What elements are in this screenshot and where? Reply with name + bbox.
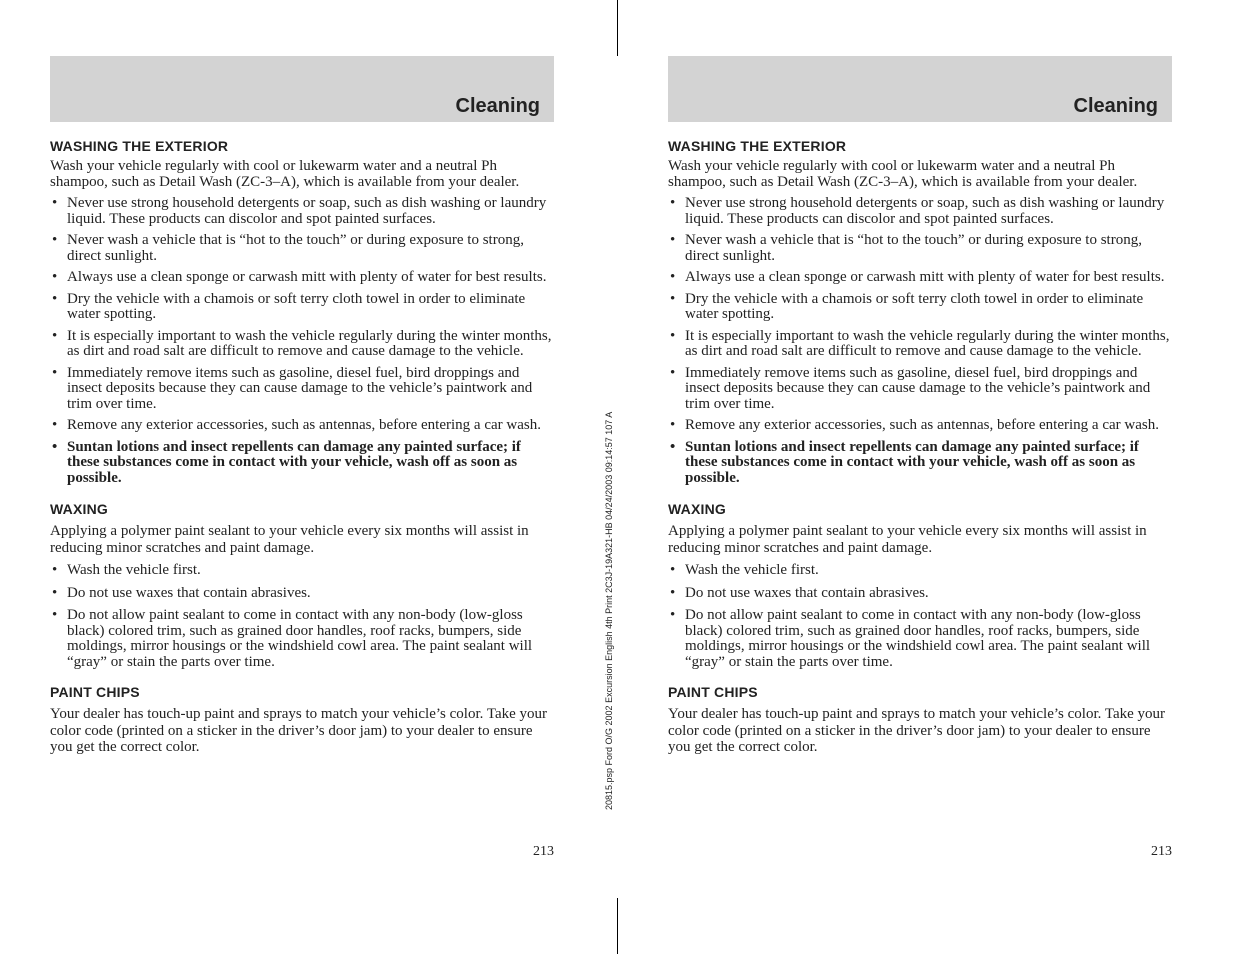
- washing-list: [50, 196, 554, 486]
- list-item: • Immediately remove items such as gasoline, diesel fuel, bird droppings and insect deposits because they can cause damage to the vehicle’s paintwork and trim over time.: [50, 366, 554, 413]
- list-item: • Do not use waxes that contain abrasives.: [668, 586, 1172, 602]
- section-title: Cleaning: [1073, 95, 1158, 117]
- list-item: • Remove any exterior accessories, such as antennas, before entering a car wash.: [668, 418, 1172, 434]
- list-item: • Do not use waxes that contain abrasives.: [50, 586, 554, 602]
- list-item: • Immediately remove items such as gasoline, diesel fuel, bird droppings and insect deposits because they can cause damage to the vehicle’s paintwork and trim over time.: [668, 366, 1172, 413]
- page-number: 213: [533, 844, 554, 859]
- paint-chips-text: Your dealer has touch-up paint and sprays to match your vehicle’s color. Take your color code (printed on a sticker in the driver’s door jam) to your dealer to ensure you get the correct color.: [50, 706, 548, 755]
- list-item: • Wash the vehicle first.: [50, 563, 554, 579]
- page-left: [50, 56, 554, 859]
- crop-mark-bottom: [617, 898, 618, 954]
- washing-list: [668, 196, 1172, 486]
- list-item: • Never use strong household detergents or soap, such as dish washing or laundry liquid. These products can discolor and spot painted surfaces.: [50, 196, 554, 227]
- list-item: • It is especially important to wash the vehicle regularly during the winter months, as dirt and road salt are difficult to remove and cause damage to the vehicle.: [50, 329, 554, 360]
- list-item: • Do not allow paint sealant to come in contact with any non-body (low-gloss black) colored trim, such as grained door handles, roof racks, bumpers, side moldings, mirror housings or the windshield cowl area. The paint sealant will “gray” or stain the parts over time.: [668, 608, 1172, 670]
- paint-chips-text: Your dealer has touch-up paint and sprays to match your vehicle’s color. Take your color code (printed on a sticker in the driver’s door jam) to your dealer to ensure you get the correct color.: [668, 706, 1166, 755]
- page-number: 213: [1151, 844, 1172, 859]
- heading-waxing: WAXING: [50, 501, 108, 517]
- list-item: • Wash the vehicle first.: [668, 563, 1172, 579]
- list-item: • Dry the vehicle with a chamois or soft terry cloth towel in order to eliminate water spotting.: [668, 292, 1172, 323]
- print-slug: 20815.psp Ford O/G 2002 Excursion English 4th Print 2C3J-19A321-HB 04/24/2003 09:14:57 107 A: [604, 411, 614, 810]
- waxing-list: [50, 563, 554, 670]
- section-title: Cleaning: [455, 95, 540, 117]
- waxing-intro: Applying a polymer paint sealant to your vehicle every six months will assist in reducing minor scratches and paint damage.: [50, 523, 529, 556]
- warning-list-item: • Suntan lotions and insect repellents can damage any painted surface; if these substances come in contact with your vehicle, wash off as soon as possible.: [50, 440, 554, 487]
- page-right: [668, 56, 1172, 859]
- warning-list-item: • Suntan lotions and insect repellents can damage any painted surface; if these substances come in contact with your vehicle, wash off as soon as possible.: [668, 440, 1172, 487]
- list-item: • Do not allow paint sealant to come in contact with any non-body (low-gloss black) colored trim, such as grained door handles, roof racks, bumpers, side moldings, mirror housings or the windshield cowl area. The paint sealant will “gray” or stain the parts over time.: [50, 608, 554, 670]
- heading-paint-chips: PAINT CHIPS: [50, 684, 140, 700]
- heading-washing-exterior: WASHING THE EXTERIOR: [668, 138, 847, 154]
- section-header-band: [668, 56, 1172, 122]
- list-item: • Always use a clean sponge or carwash mitt with plenty of water for best results.: [668, 270, 1172, 286]
- washing-intro: Wash your vehicle regularly with cool or lukewarm water and a neutral Ph shampoo, such as Detail Wash (ZC-3–A), which is available from your dealer.: [668, 158, 1138, 190]
- list-item: • Never wash a vehicle that is “hot to the touch” or during exposure to strong, direct sunlight.: [668, 233, 1172, 264]
- washing-intro: Wash your vehicle regularly with cool or lukewarm water and a neutral Ph shampoo, such as Detail Wash (ZC-3–A), which is available from your dealer.: [50, 158, 520, 190]
- heading-waxing: WAXING: [668, 501, 726, 517]
- list-item: • Never use strong household detergents or soap, such as dish washing or laundry liquid. These products can discolor and spot painted surfaces.: [668, 196, 1172, 227]
- waxing-intro: Applying a polymer paint sealant to your vehicle every six months will assist in reducing minor scratches and paint damage.: [668, 523, 1147, 556]
- crop-mark-top: [617, 0, 618, 56]
- list-item: • It is especially important to wash the vehicle regularly during the winter months, as dirt and road salt are difficult to remove and cause damage to the vehicle.: [668, 329, 1172, 360]
- list-item: • Remove any exterior accessories, such as antennas, before entering a car wash.: [50, 418, 554, 434]
- list-item: • Never wash a vehicle that is “hot to the touch” or during exposure to strong, direct sunlight.: [50, 233, 554, 264]
- section-header-band: [50, 56, 554, 122]
- list-item: • Always use a clean sponge or carwash mitt with plenty of water for best results.: [50, 270, 554, 286]
- heading-washing-exterior: WASHING THE EXTERIOR: [50, 138, 229, 154]
- list-item: • Dry the vehicle with a chamois or soft terry cloth towel in order to eliminate water spotting.: [50, 292, 554, 323]
- waxing-list: [668, 563, 1172, 670]
- heading-paint-chips: PAINT CHIPS: [668, 684, 758, 700]
